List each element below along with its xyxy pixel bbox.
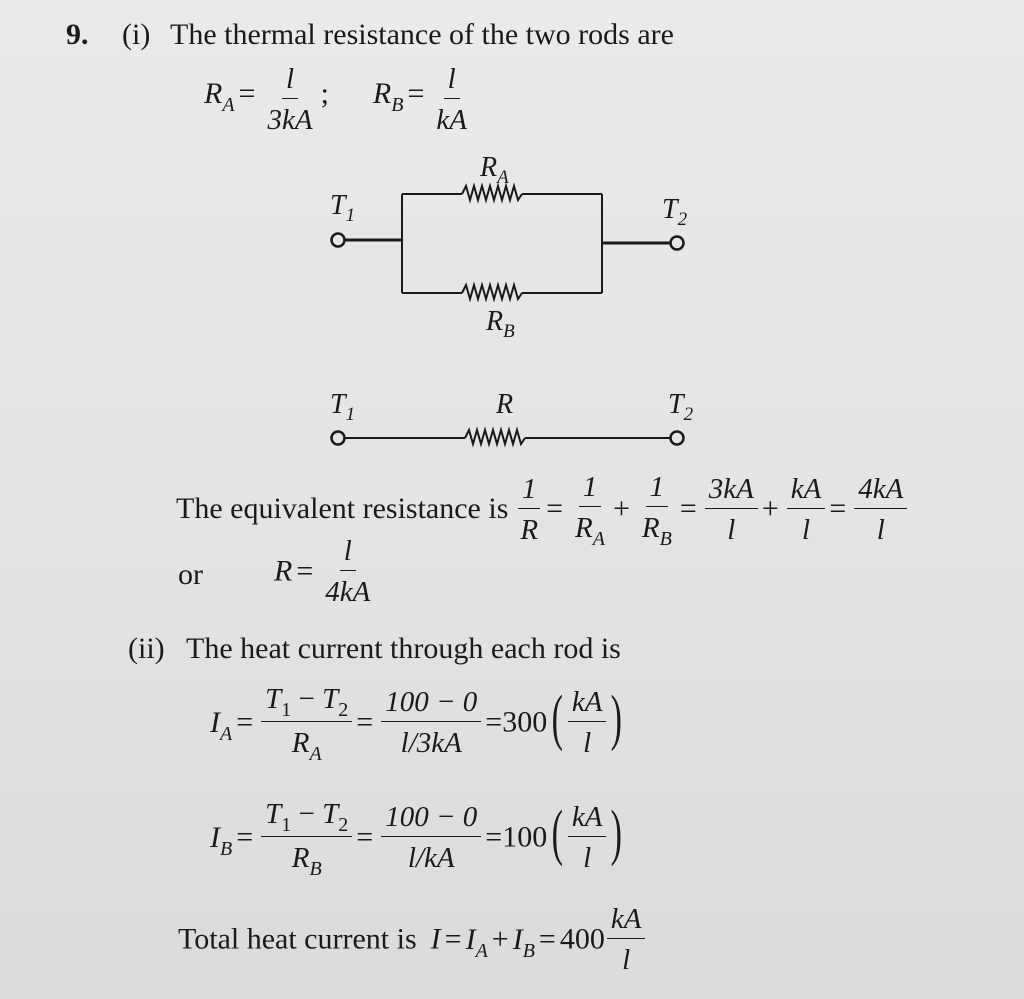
series-t1-terminal-circle — [332, 432, 345, 445]
rb-subscript: B — [391, 94, 404, 117]
rb-symbol: R — [372, 77, 392, 111]
eq-frac-1: $\frac{1}{R}$ — [516, 472, 542, 547]
series-t1-label: $T_1$ — [330, 389, 356, 425]
t1-label: $T_1$ — [330, 190, 356, 226]
t1-terminal-circle — [332, 234, 345, 247]
eq-frac-5: $\frac{kA}{l}$ — [787, 472, 826, 547]
ib-frac-ka: $\frac{kA}{l}$ — [568, 800, 607, 875]
rod-resistance-equations: RA = $\frac{l}{3kA}$ ; RB = $\frac{l}{kA}$ — [204, 62, 475, 137]
eq-frac-2: $\frac{1}{R_A}$ — [575, 471, 605, 550]
eq-frac-4: $\frac{3kA}{l}$ — [705, 472, 758, 547]
ib-equation: $I_B$ = $\frac{T_1 - T_2}{R_B}$ = $\frac{100 - 0}{l/kA}$ =100( $\frac{kA}{l}$ ) — [210, 798, 623, 880]
series-t2-label: $T_2$ — [668, 389, 694, 425]
ra-subscript: A — [222, 94, 235, 117]
parallel-circuit-diagram — [300, 150, 720, 350]
resistor-ra — [462, 186, 522, 200]
total-frac: $\frac{kA}{l}$ — [607, 902, 646, 977]
series-r-label: R — [496, 389, 514, 420]
series-circuit-diagram — [300, 385, 720, 465]
ib-frac-temp: $\frac{T_1 - T_2}{R_B}$ — [261, 797, 352, 878]
ib-frac-values: $\frac{100 - 0}{l/kA}$ — [381, 800, 481, 875]
ia-equation: $I_A$ = $\frac{T_1 - T_2}{R_A}$ = $\frac{100 - 0}{l/3kA}$ =300( $\frac{kA}{l}$ ) — [210, 683, 623, 765]
series-t2-terminal-circle — [671, 432, 684, 445]
part-i-heading: The thermal resistance of the two rods are — [170, 18, 674, 51]
r-fraction: $\frac{l}{4kA}$ — [325, 535, 371, 608]
eq-frac-6: $\frac{4kA}{l}$ — [854, 472, 907, 547]
part-ii-label: (ii) — [128, 632, 165, 665]
or-word: or — [178, 558, 203, 591]
ia-frac-values: $\frac{100 - 0}{l/3kA}$ — [381, 685, 481, 760]
equivalent-resistance-line: The equivalent resistance is $\frac{1}{R}$ = $\frac{1}{R_A}$ + $\frac{1}{R_B}$ = $\frac{3kA}{l}$ + $\frac{kA}{l}$ = $\frac{4kA}{l}$ — [176, 470, 911, 548]
equivalent-r-equation: R = $\frac{l}{4kA}$ — [274, 534, 378, 609]
t2-terminal-circle — [671, 237, 684, 250]
part-i-label: (i) — [122, 18, 151, 51]
resistor-r — [465, 430, 525, 444]
ia-frac-temp: $\frac{T_1 - T_2}{R_A}$ — [261, 682, 352, 763]
ia-frac-ka: $\frac{kA}{l}$ — [568, 685, 607, 760]
rb-label: $R_B$ — [486, 306, 515, 342]
rb-fraction: $\frac{l}{kA}$ — [436, 63, 467, 136]
ra-label: $R_A$ — [480, 152, 509, 188]
resistor-rb — [462, 285, 522, 299]
eq-frac-3: $\frac{1}{R_B}$ — [641, 471, 672, 550]
ra-fraction: $\frac{l}{3kA}$ — [267, 63, 313, 136]
part-ii-heading: The heat current through each rod is — [186, 632, 621, 665]
problem-number: 9. — [66, 18, 89, 51]
t2-label: $T_2$ — [662, 194, 688, 230]
equivalent-text: The equivalent resistance is — [176, 492, 509, 525]
separator: ; — [320, 77, 329, 111]
total-heat-current-line: Total heat current is $I = I_A + I_B = 400$ $\frac{kA}{l}$ — [178, 902, 649, 977]
ra-symbol: R — [204, 77, 223, 111]
